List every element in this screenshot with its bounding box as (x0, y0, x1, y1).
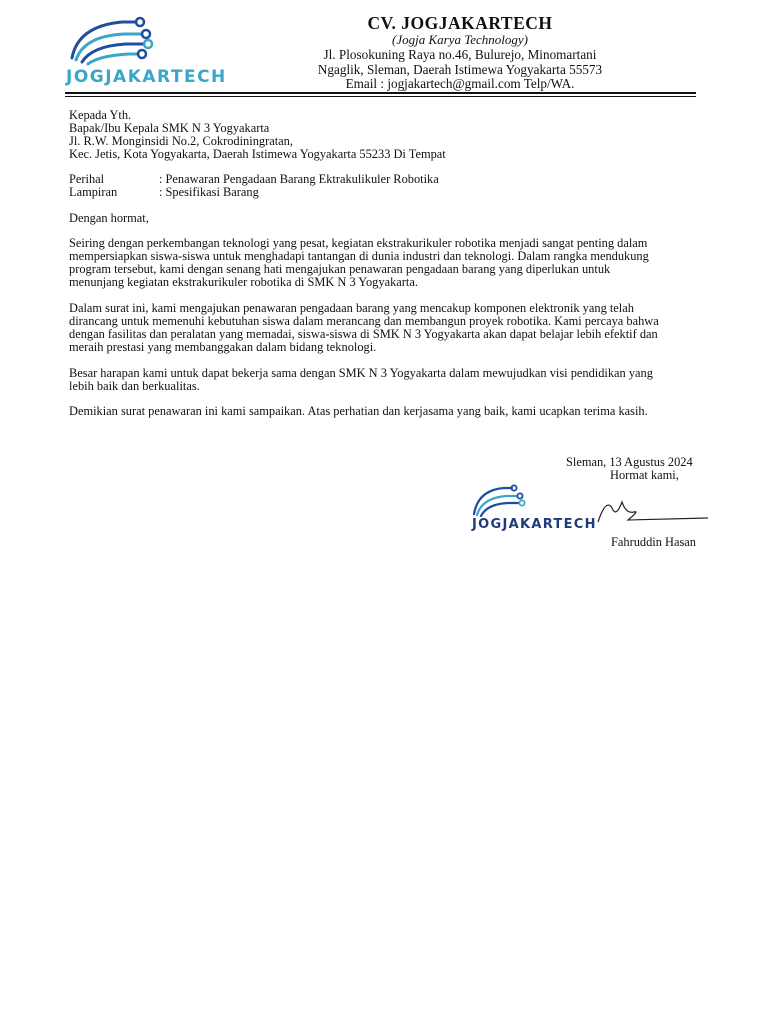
paragraph-3 (69, 367, 729, 393)
closing-regards: Hormat kami, (610, 468, 679, 482)
perihal-value: : Penawaran Pengadaan Barang Ektrakulikuler Robotika (159, 172, 439, 186)
company-contact-line: Email : jogjakartech@gmail.com Telp/WA. (345, 76, 575, 91)
letterhead-divider-thin (65, 96, 696, 97)
paragraph-4-line: Demikian surat penawaran ini kami sampaikan. Atas perhatian dan kerjasama yang baik, kami ucapkan terima kasih. (69, 404, 648, 418)
signature-logo-wordmark: JOGJAKARTECH (472, 517, 597, 532)
lampiran-value: : Spesifikasi Barang (159, 185, 259, 199)
company-name: CV. JOGJAKARTECH (367, 13, 553, 33)
paragraph-2-line: meraih prestasi yang membanggakan dalam bidang teknologi. (69, 340, 377, 354)
paragraph-4 (69, 405, 729, 418)
paragraph-2-line: dirancang untuk memenuhi kebutuhan siswa dalam merancang dan membangun proyek robotika. Kami percaya bahwa (69, 314, 659, 328)
signature-logo-icon (470, 484, 710, 536)
recipient-line3: Jl. R.W. Monginsidi No.2, Cokrodiningratan, (69, 134, 293, 148)
greeting: Dengan hormat, (69, 211, 149, 225)
paragraph-1-line: program tersebut, kami dengan senang hati mengajukan penawaran pengadaan barang yang diperlukan untuk (69, 262, 611, 276)
paragraph-2-line: Dalam surat ini, kami mengajukan penawaran pengadaan barang yang mencakup komponen elektronik yang telah (69, 301, 634, 315)
signature-stamp (470, 484, 710, 536)
paragraph-2-line: dengan fasilitas dan peralatan yang memadai, siswa-siswa di SMK N 3 Yogyakarta akan dapat belajar lebih efektif dan (69, 327, 658, 341)
perihal-label: Perihal (69, 172, 105, 186)
company-logo (64, 14, 264, 86)
recipient-line2: Bapak/Ibu Kepala SMK N 3 Yogyakarta (69, 121, 270, 135)
company-tagline: (Jogja Karya Technology) (392, 32, 528, 47)
logo-wordmark: JOGJAKARTECH (66, 67, 227, 86)
company-address-line1: Jl. Plosokuning Raya no.46, Bulurejo, Minomartani (323, 47, 597, 62)
paragraph-1 (69, 237, 729, 289)
paragraph-3-line: Besar harapan kami untuk dapat bekerja sama dengan SMK N 3 Yogyakarta dalam mewujudkan visi pendidikan yang (69, 366, 653, 380)
recipient-line4: Kec. Jetis, Kota Yogyakarta, Daerah Istimewa Yogyakarta 55233 Di Tempat (69, 147, 446, 161)
signer-name: Fahruddin Hasan (611, 535, 696, 549)
recipient-line1: Kepada Yth. (69, 108, 132, 122)
letterhead-divider-thick (65, 92, 696, 94)
circuit-logo-icon (64, 14, 264, 86)
paragraph-3-line: lebih baik dan berkualitas. (69, 379, 200, 393)
handwritten-signature (598, 502, 708, 522)
paragraph-1-line: menunjang kegiatan ekstrakurikuler robotika di SMK N 3 Yogyakarta. (69, 275, 418, 289)
paragraph-1-line: mempersiapkan siswa-siswa untuk menghadapi tantangan di dunia industri dan teknologi. Dalam rangka mendukung (69, 249, 649, 263)
place-date: Sleman, 13 Agustus 2024 (566, 455, 693, 469)
paragraph-1-line: Seiring dengan perkembangan teknologi yang pesat, kegiatan ekstrakurikuler robotika menjadi sangat penting dalam (69, 236, 648, 250)
company-address-line2: Ngaglik, Sleman, Daerah Istimewa Yogyakarta 55573 (317, 62, 603, 77)
lampiran-label: Lampiran (69, 185, 118, 199)
paragraph-2 (69, 302, 729, 354)
